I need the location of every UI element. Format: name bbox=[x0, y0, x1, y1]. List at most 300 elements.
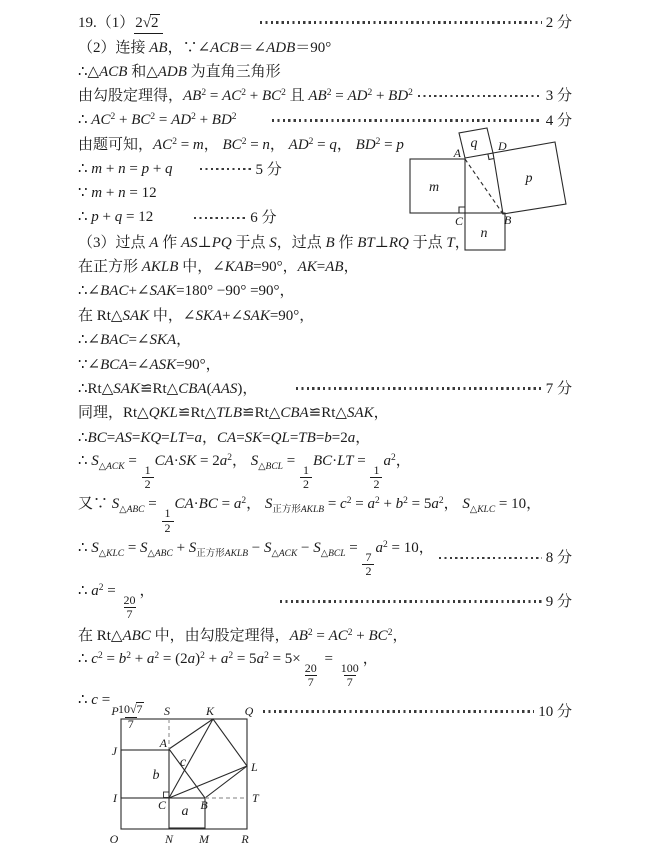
math-text: + bbox=[149, 160, 166, 177]
math-variable: S bbox=[250, 453, 259, 470]
label-b: b bbox=[152, 768, 160, 783]
math-text: 7 bbox=[126, 607, 133, 622]
math-text: = bbox=[217, 496, 234, 513]
math-text: 2 bbox=[302, 477, 309, 492]
fraction bbox=[121, 594, 139, 621]
math-text: + bbox=[115, 111, 132, 128]
math-variable: AC bbox=[222, 88, 242, 105]
math-text: 2 bbox=[307, 627, 313, 638]
math-text: △ bbox=[320, 548, 329, 559]
sqrt-expression: √2 bbox=[142, 15, 159, 32]
math-text: 2 bbox=[231, 111, 237, 122]
math-variable: CBA bbox=[178, 381, 207, 398]
math-text: 2 bbox=[373, 477, 380, 492]
math-variable: BCL bbox=[265, 462, 283, 473]
math-variable: q bbox=[329, 137, 337, 154]
math-variable: SK bbox=[178, 453, 197, 470]
math-variable: a bbox=[256, 650, 265, 667]
solution-line-angle-90 bbox=[78, 351, 572, 374]
math-text: △ bbox=[147, 548, 155, 559]
math-variable: q bbox=[165, 160, 173, 177]
math-variable: AKLB bbox=[300, 505, 325, 516]
label-A: A bbox=[453, 146, 461, 160]
math-text: ⊥ bbox=[197, 234, 212, 251]
math-text: = bbox=[124, 539, 141, 556]
math-text: 作 bbox=[158, 234, 181, 251]
math-text: ⊥ bbox=[374, 234, 389, 251]
subscript bbox=[321, 549, 346, 559]
label-Q: Q bbox=[244, 704, 254, 718]
label-S: S bbox=[164, 704, 170, 718]
math-text: 2 bbox=[347, 627, 353, 638]
math-variable: S bbox=[313, 539, 321, 556]
math-text: =90°， bbox=[269, 307, 315, 324]
math-variable: S bbox=[269, 234, 277, 251]
math-text: 2 bbox=[164, 520, 171, 535]
math-variable: BC bbox=[87, 429, 107, 446]
math-text: ∴ bbox=[78, 650, 92, 667]
math-variable: S bbox=[140, 539, 148, 556]
math-text: ， bbox=[362, 650, 378, 667]
line-text bbox=[78, 36, 331, 57]
math-variable: LT bbox=[337, 453, 354, 470]
math-variable: a bbox=[431, 496, 439, 513]
math-text: △ bbox=[119, 505, 127, 516]
math-variable: BC bbox=[198, 496, 218, 513]
math-text: )， bbox=[237, 381, 258, 398]
sqrt-expression: √7 bbox=[129, 702, 143, 717]
math-text: = bbox=[351, 496, 368, 513]
solution-line-pythagoras-apply bbox=[78, 83, 572, 106]
math-text: ，过点 bbox=[276, 234, 326, 251]
math-text: 2 bbox=[382, 539, 388, 550]
math-text: = bbox=[380, 137, 397, 154]
solution-line-part2-connect bbox=[78, 34, 572, 57]
label-I: I bbox=[113, 791, 117, 805]
square-b bbox=[121, 750, 169, 798]
math-text: − bbox=[297, 539, 314, 556]
math-text: = bbox=[312, 627, 329, 644]
math-variable: a bbox=[187, 650, 196, 667]
math-variable: b bbox=[395, 496, 404, 513]
score-marker: 10 分 bbox=[538, 704, 572, 721]
math-text: + bbox=[195, 111, 212, 128]
math-variable: BD bbox=[211, 111, 232, 128]
score-marker: 6 分 bbox=[250, 210, 277, 227]
math-text: 1 bbox=[144, 463, 151, 478]
segment-CL bbox=[169, 766, 247, 798]
math-text: ∴Rt△ bbox=[78, 381, 114, 398]
solution-line-congruence-aas bbox=[78, 376, 572, 399]
solution-line-areas-abc-aklb-klc bbox=[78, 492, 572, 534]
math-text: 2 bbox=[201, 88, 207, 99]
math-variable: S bbox=[111, 496, 120, 513]
math-text: = bbox=[353, 453, 370, 470]
math-text: + bbox=[130, 650, 147, 667]
label-J: J bbox=[111, 744, 117, 758]
math-text: 2 bbox=[346, 496, 352, 507]
math-text: 2 bbox=[151, 15, 159, 32]
math-text: （3）过点 bbox=[78, 234, 150, 251]
math-text: = bbox=[315, 429, 325, 446]
math-variable: n bbox=[262, 137, 270, 154]
line-text bbox=[78, 426, 370, 447]
math-text: = bbox=[282, 453, 299, 470]
math-text: = 5× bbox=[268, 650, 301, 667]
math-variable: S bbox=[264, 496, 273, 513]
math-variable: CA bbox=[174, 496, 194, 513]
math-variable: AC bbox=[328, 627, 348, 644]
math-text: 7 bbox=[136, 702, 143, 717]
math-variable: CA bbox=[217, 429, 237, 446]
math-text: =180° −90° =90°， bbox=[176, 283, 295, 300]
subscript bbox=[99, 549, 124, 559]
math-variable: ABC bbox=[154, 548, 173, 559]
superscript bbox=[232, 112, 237, 122]
math-variable: SAK bbox=[122, 307, 150, 324]
math-text: ， bbox=[373, 405, 389, 422]
math-text: = bbox=[262, 429, 271, 446]
math-text: ∴ bbox=[78, 111, 92, 128]
math-text: 2 bbox=[241, 137, 247, 148]
math-text: + bbox=[379, 496, 396, 513]
line-text bbox=[78, 647, 378, 689]
math-variable: ABC bbox=[122, 627, 151, 644]
math-text: =90°， bbox=[253, 259, 298, 276]
score-marker: 7 分 bbox=[545, 381, 572, 398]
math-text: 为直角三角形 bbox=[186, 63, 281, 80]
math-text: = bbox=[206, 88, 223, 105]
math-variable: c bbox=[91, 692, 98, 709]
math-variable: BD bbox=[355, 137, 376, 154]
math-text: 2 bbox=[408, 88, 413, 99]
math-text: = bbox=[103, 583, 120, 600]
math-text: =∠ bbox=[128, 356, 150, 373]
line-text bbox=[78, 449, 411, 491]
math-variable: b bbox=[324, 429, 332, 446]
math-text: 在 Rt△ bbox=[78, 307, 123, 324]
math-variable: SKA bbox=[195, 307, 223, 324]
math-variable: KLC bbox=[106, 548, 125, 559]
math-variable: TLB bbox=[216, 405, 243, 422]
math-text: ， bbox=[454, 234, 470, 251]
math-text: = bbox=[313, 137, 330, 154]
math-text: =90°， bbox=[176, 356, 221, 373]
math-text: ， bbox=[395, 453, 411, 470]
solution-line-rt-sak bbox=[78, 303, 572, 326]
math-text: ， bbox=[231, 453, 251, 470]
label-P: P bbox=[111, 704, 119, 718]
math-text: 中，由勾股定理得， bbox=[150, 627, 290, 644]
math-text: ， bbox=[246, 496, 265, 513]
math-text: 正方形 bbox=[196, 548, 225, 559]
dotted-leader bbox=[194, 217, 246, 220]
math-text: = 5 bbox=[233, 650, 257, 667]
math-text: 2 bbox=[241, 88, 246, 99]
math-variable: AKLB bbox=[141, 259, 179, 276]
math-text: 在 Rt△ bbox=[78, 627, 123, 644]
math-text: △ bbox=[258, 462, 266, 473]
math-variable: A bbox=[149, 234, 159, 251]
math-variable: BC bbox=[368, 627, 388, 644]
math-text: + bbox=[245, 88, 262, 105]
score-marker: 4 分 bbox=[545, 112, 572, 129]
fraction bbox=[162, 507, 174, 534]
math-text: 2 bbox=[374, 496, 380, 507]
math-text: = bbox=[176, 137, 193, 154]
math-variable: ADB bbox=[266, 39, 296, 56]
math-text: +∠ bbox=[222, 307, 244, 324]
math-variable: RQ bbox=[388, 234, 409, 251]
math-text: + bbox=[352, 627, 369, 644]
math-text: 20 bbox=[304, 660, 317, 675]
math-text: + bbox=[172, 539, 189, 556]
solution-line-a-squared-value bbox=[78, 579, 572, 621]
math-variable: a bbox=[347, 429, 356, 446]
math-text: + bbox=[102, 184, 119, 201]
math-text: = bbox=[155, 111, 172, 128]
solution-text bbox=[78, 10, 572, 732]
line-text bbox=[78, 328, 191, 349]
math-variable: BC bbox=[261, 88, 282, 105]
math-text: 20 bbox=[123, 593, 136, 608]
subscript bbox=[99, 462, 125, 472]
subscript bbox=[148, 549, 173, 559]
math-text: = bbox=[124, 453, 141, 470]
subscript bbox=[258, 462, 283, 472]
math-text: 2 bbox=[154, 650, 160, 661]
math-text: 2 bbox=[97, 650, 103, 661]
math-text: 2 bbox=[365, 563, 372, 578]
math-text: （2）连接 bbox=[78, 39, 150, 56]
math-text: = 10， bbox=[387, 539, 434, 556]
math-text: 2 bbox=[135, 15, 143, 32]
math-text: +∠ bbox=[128, 283, 150, 300]
line-text bbox=[78, 377, 291, 398]
math-text: = bbox=[345, 539, 362, 556]
math-variable: S bbox=[462, 496, 470, 513]
math-variable: ACK bbox=[278, 548, 298, 559]
math-variable: a bbox=[146, 650, 155, 667]
line-text bbox=[78, 183, 157, 202]
dotted-leader bbox=[296, 387, 541, 390]
math-variable: c bbox=[340, 496, 347, 513]
math-text: 且 bbox=[285, 88, 309, 105]
math-text: + bbox=[204, 650, 221, 667]
math-text: 2 bbox=[227, 453, 232, 464]
math-text: 100 bbox=[340, 660, 359, 675]
math-variable: LT bbox=[169, 429, 187, 446]
math-variable: a bbox=[219, 453, 228, 470]
math-text: 1 bbox=[164, 506, 171, 521]
subscript bbox=[196, 549, 248, 559]
math-variable: BD bbox=[388, 88, 409, 105]
subscript bbox=[272, 505, 324, 515]
label-R: R bbox=[241, 832, 249, 846]
math-text: ( bbox=[206, 381, 212, 398]
math-variable: ASK bbox=[149, 356, 177, 373]
math-variable: q bbox=[114, 209, 123, 226]
math-text: ， bbox=[343, 259, 359, 276]
math-text: 7 bbox=[365, 549, 372, 564]
math-variable: c bbox=[91, 650, 98, 667]
math-text: 2 bbox=[241, 496, 247, 507]
math-text: ≌Rt△ bbox=[139, 381, 179, 398]
fraction bbox=[362, 551, 374, 578]
math-text: = bbox=[144, 496, 161, 513]
math-text: △ bbox=[271, 548, 279, 559]
math-variable: QL bbox=[270, 429, 290, 446]
math-variable: AB bbox=[183, 88, 202, 105]
math-variable: SK bbox=[244, 429, 263, 446]
math-text: 2 bbox=[375, 137, 381, 148]
math-text: = (2 bbox=[159, 650, 188, 667]
label-q: q bbox=[470, 136, 478, 151]
math-text: ＝∠ bbox=[238, 39, 267, 56]
math-text: ， bbox=[336, 137, 356, 154]
line-text bbox=[78, 60, 281, 81]
subscript bbox=[272, 549, 298, 559]
math-text: 2 bbox=[390, 453, 396, 464]
label-B: B bbox=[200, 798, 208, 812]
math-text: 2 bbox=[150, 111, 156, 122]
math-text: ， bbox=[202, 429, 218, 446]
underlined-answer bbox=[134, 15, 162, 34]
math-text: △ bbox=[98, 462, 107, 473]
line-text bbox=[78, 159, 195, 178]
math-text: + bbox=[372, 88, 389, 105]
math-text: = bbox=[125, 160, 142, 177]
dotted-leader bbox=[260, 21, 542, 24]
line-text bbox=[78, 304, 314, 325]
math-variable: a bbox=[233, 496, 242, 513]
math-variable: CBA bbox=[280, 405, 309, 422]
math-text: ∴ bbox=[78, 160, 92, 177]
math-text: · bbox=[332, 453, 338, 470]
math-variable: p bbox=[91, 209, 99, 226]
math-variable: n bbox=[118, 184, 126, 201]
label-T: T bbox=[252, 791, 259, 805]
line-text bbox=[78, 536, 434, 578]
math-text: ∴ bbox=[78, 429, 88, 446]
math-text: 7 bbox=[127, 717, 134, 732]
math-text: ， bbox=[355, 429, 371, 446]
math-text: = bbox=[131, 429, 141, 446]
math-text: ， bbox=[392, 627, 408, 644]
math-variable: a bbox=[220, 650, 229, 667]
math-text: 正方形 bbox=[272, 505, 301, 516]
solution-line-right-triangles bbox=[78, 59, 572, 82]
math-variable: p bbox=[141, 160, 150, 177]
math-text: ， bbox=[269, 137, 289, 154]
line-text bbox=[78, 255, 359, 276]
math-text: ＝90° bbox=[295, 39, 332, 56]
solution-line-angle-equal bbox=[78, 327, 572, 350]
score-marker: 5 分 bbox=[255, 161, 282, 178]
math-variable: TB bbox=[298, 429, 316, 446]
math-text: = 2 bbox=[196, 453, 220, 470]
math-text: · bbox=[173, 453, 179, 470]
math-text: 又∵ bbox=[78, 496, 112, 513]
math-variable: S bbox=[188, 539, 197, 556]
label-a: a bbox=[181, 804, 189, 819]
line-text bbox=[78, 353, 221, 374]
math-text: ∵ bbox=[78, 184, 92, 201]
label-L: L bbox=[251, 760, 258, 774]
label-C: C bbox=[454, 214, 464, 228]
math-variable: AB bbox=[308, 88, 327, 105]
math-text: ∴∠ bbox=[78, 283, 101, 300]
math-text: 2 bbox=[387, 627, 393, 638]
math-text: ∴∠ bbox=[78, 332, 101, 349]
solution-line-segment-equalities bbox=[78, 425, 572, 448]
math-variable: SAK bbox=[243, 307, 270, 324]
math-variable: ACB bbox=[210, 39, 239, 56]
line-text bbox=[78, 401, 389, 422]
math-variable: SKA bbox=[149, 332, 177, 349]
label-p: p bbox=[525, 171, 533, 186]
math-variable: AB bbox=[325, 259, 344, 276]
fraction bbox=[302, 662, 320, 689]
math-text: 2 bbox=[144, 477, 151, 492]
label-A: A bbox=[159, 736, 167, 750]
math-variable: S bbox=[264, 539, 272, 556]
math-variable: SAK bbox=[113, 381, 140, 398]
math-text: ≌Rt△ bbox=[177, 405, 217, 422]
math-text: 2 bbox=[438, 496, 444, 507]
math-variable: AAS bbox=[211, 381, 238, 398]
math-text: △ bbox=[98, 548, 107, 559]
math-variable: ACB bbox=[99, 63, 128, 80]
math-text: 2 bbox=[200, 650, 205, 661]
math-variable: m bbox=[192, 137, 204, 154]
score-marker: 2 分 bbox=[545, 15, 572, 32]
math-variable: S bbox=[91, 453, 99, 470]
math-text: 2 bbox=[126, 650, 131, 661]
math-text: ∴ bbox=[78, 453, 92, 470]
label-c: c bbox=[179, 755, 187, 770]
label-N: N bbox=[164, 832, 174, 846]
math-text: 7 bbox=[307, 675, 314, 690]
line-text bbox=[78, 11, 255, 32]
math-text: = bbox=[236, 429, 245, 446]
math-variable: PQ bbox=[211, 234, 232, 251]
math-text: ∴△ bbox=[78, 63, 100, 80]
math-variable: b bbox=[118, 650, 127, 667]
math-text: + bbox=[98, 209, 115, 226]
math-text: ≌Rt△ bbox=[308, 405, 347, 422]
right-angle-mark-C bbox=[459, 207, 465, 213]
dashed-segment-AB bbox=[465, 159, 503, 214]
math-text: 2 bbox=[403, 496, 408, 507]
math-text: 2 bbox=[281, 88, 286, 99]
line-text bbox=[78, 84, 413, 105]
math-text: + bbox=[102, 160, 119, 177]
math-variable: AD bbox=[171, 111, 192, 128]
math-text: 和△ bbox=[127, 63, 158, 80]
math-text: 于点 bbox=[231, 234, 270, 251]
dotted-leader bbox=[263, 710, 535, 713]
math-variable: B bbox=[325, 234, 335, 251]
math-text: = bbox=[320, 650, 337, 667]
math-variable: SAK bbox=[149, 283, 177, 300]
math-text: 2 bbox=[191, 111, 196, 122]
math-text: = 12 bbox=[125, 184, 157, 201]
math-variable: SAK bbox=[346, 405, 374, 422]
solution-line-angle-sum bbox=[78, 278, 572, 301]
solution-line-areas-ack-bcl bbox=[78, 449, 572, 491]
label-O: O bbox=[109, 832, 119, 846]
